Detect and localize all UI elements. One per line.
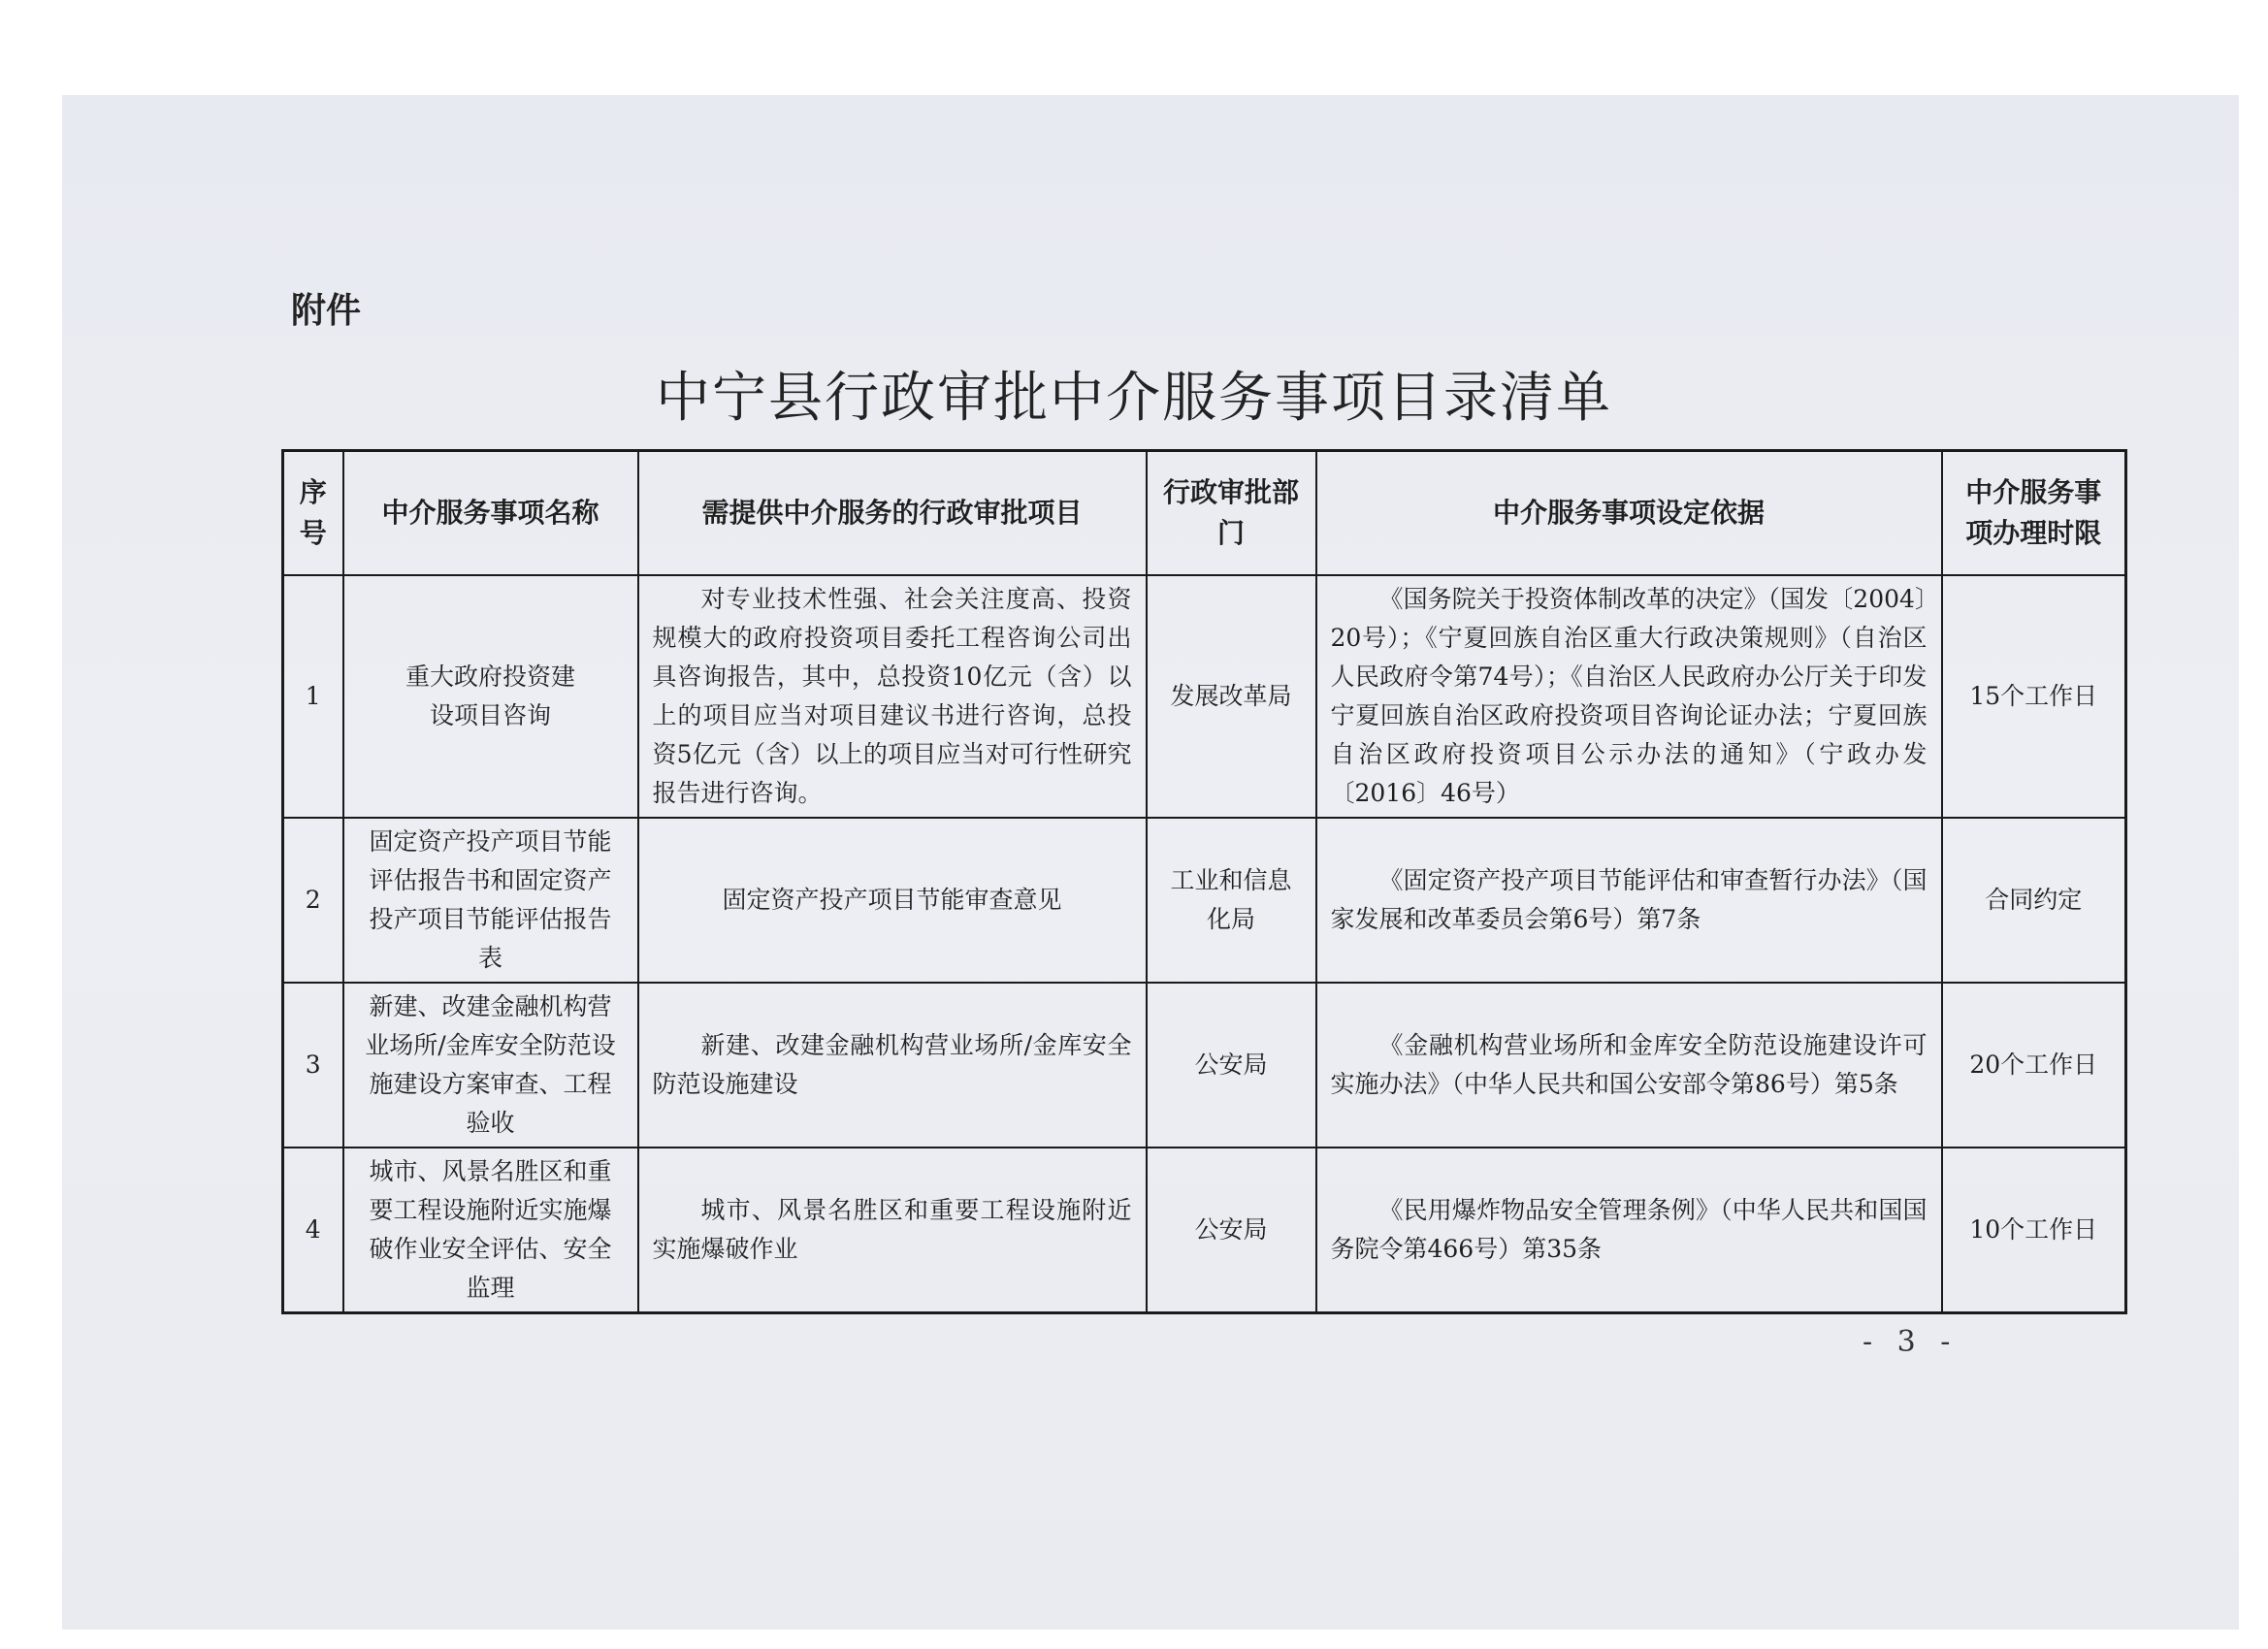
header-dept: 行政审批部门: [1147, 451, 1316, 575]
row-limit: 10个工作日: [1942, 1148, 2126, 1313]
table-row: [283, 1148, 2126, 1313]
row-seq: 4: [283, 1148, 343, 1313]
row-name: 固定资产投产项目节能评估报告书和固定资产投产项目节能评估报告表: [343, 818, 638, 983]
header-seq: 序号: [283, 451, 343, 575]
row-items: 新建、改建金融机构营业场所/金库安全防范设施建设: [638, 983, 1147, 1148]
page-number: - 3 -: [1863, 1325, 1959, 1359]
row-limit: 15个工作日: [1942, 575, 2126, 818]
table-header-row: [283, 451, 2126, 575]
page-title: 中宁县行政审批中介服务事项目录清单: [656, 367, 1612, 430]
row-dept: 公安局: [1147, 983, 1316, 1148]
row-name: 城市、风景名胜区和重要工程设施附近实施爆破作业安全评估、安全监理: [343, 1148, 638, 1313]
attachment-label: 附件: [291, 291, 362, 331]
row-name: 新建、改建金融机构营业场所/金库安全防范设施建设方案审查、工程验收: [343, 983, 638, 1148]
row-limit: 合同约定: [1942, 818, 2126, 983]
row-basis: 《金融机构营业场所和金库安全防范设施建设许可实施办法》（中华人民共和国公安部令第86号）第5条: [1316, 983, 1942, 1148]
row-dept: 发展改革局: [1147, 575, 1316, 818]
row-seq: 2: [283, 818, 343, 983]
row-items: 固定资产投产项目节能审查意见: [638, 818, 1147, 983]
row-items: 对专业技术性强、社会关注度高、投资规模大的政府投资项目委托工程咨询公司出具咨询报告，其中，总投资10亿元（含）以上的项目应当对项目建议书进行咨询，总投资5亿元（含）以上的项目应当对可行性研究报告进行咨询。: [638, 575, 1147, 818]
row-items: 城市、风景名胜区和重要工程设施附近实施爆破作业: [638, 1148, 1147, 1313]
header-name: 中介服务事项名称: [343, 451, 638, 575]
header-items: 需提供中介服务的行政审批项目: [638, 451, 1147, 575]
table-row: [283, 983, 2126, 1148]
row-seq: 3: [283, 983, 343, 1148]
row-dept: 工业和信息化局: [1147, 818, 1316, 983]
catalog-table: [281, 449, 2127, 1314]
row-basis: 《国务院关于投资体制改革的决定》（国发〔2004〕20号）；《宁夏回族自治区重大行政决策规则》（自治区人民政府令第74号）；《自治区人民政府办公厅关于印发宁夏回族自治区政府投资项目咨询论证办法；宁夏回族自治区政府投资项目公示办法的通知》（宁政办发〔2016〕46号）: [1316, 575, 1942, 818]
table-row: [283, 818, 2126, 983]
row-seq: 1: [283, 575, 343, 818]
row-dept: 公安局: [1147, 1148, 1316, 1313]
header-limit: 中介服务事项办理时限: [1942, 451, 2126, 575]
row-basis: 《民用爆炸物品安全管理条例》（中华人民共和国国务院令第466号）第35条: [1316, 1148, 1942, 1313]
row-basis: 《固定资产投产项目节能评估和审查暂行办法》（国家发展和改革委员会第6号）第7条: [1316, 818, 1942, 983]
row-name: 重大政府投资建设项目咨询: [343, 575, 638, 818]
row-limit: 20个工作日: [1942, 983, 2126, 1148]
header-basis: 中介服务事项设定依据: [1316, 451, 1942, 575]
table-row: [283, 575, 2126, 818]
